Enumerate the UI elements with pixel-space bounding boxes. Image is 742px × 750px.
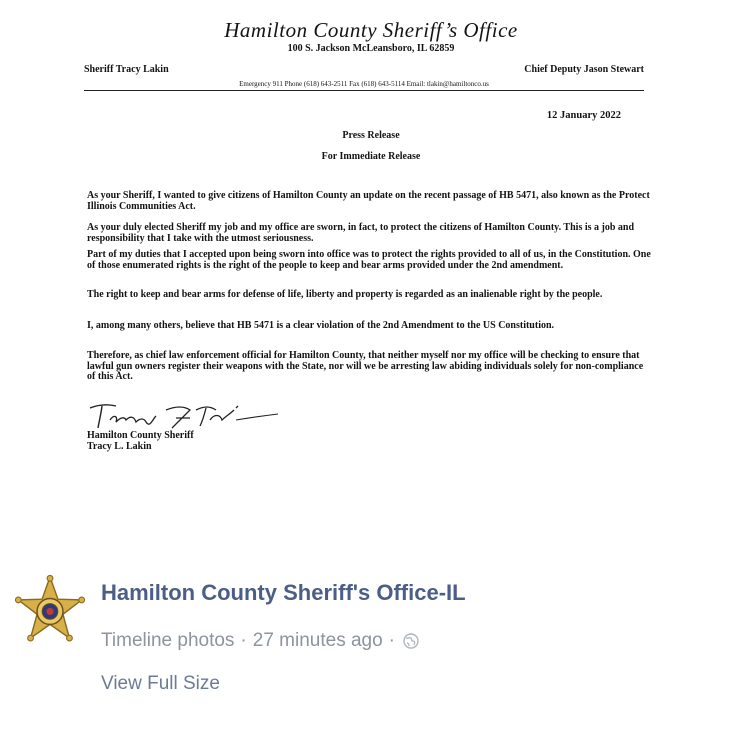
sheriff-star-badge-icon[interactable] (14, 574, 86, 646)
letterhead-contact: Emergency 911 Phone (618) 643-2511 Fax (618) 643-5114 Email: tlakin@hamiltonco.us (84, 80, 644, 91)
letterhead-sheriff: Sheriff Tracy Lakin (84, 64, 169, 75)
letter-paragraph: Therefore, as chief law enforcement official for Hamilton County, that neither myself nor my office will be checking to ensure that lawful gun owners register their weapons with the State, nor will we be arresting law abiding individuals solely for non-compliance of this Act. (87, 350, 644, 382)
letter-paragraph: As your duly elected Sheriff my job and my office are sworn, in fact, to protect the citizens of Hamilton County. This is a job and responsibility that I take with the utmost seriousness. (87, 222, 635, 244)
timestamp-link[interactable]: 27 minutes ago (252, 630, 383, 651)
letterhead-chief-deputy: Chief Deputy Jason Stewart (524, 64, 644, 75)
album-link[interactable]: Timeline photos (101, 630, 235, 651)
letterhead-address: 100 S. Jackson McLeansboro, IL 62859 (287, 43, 455, 54)
letterhead-title: Hamilton County Sheriff’s Office (224, 18, 518, 42)
post-footer (0, 560, 742, 750)
page-name-link[interactable]: Hamilton County Sheriff's Office-IL (101, 580, 466, 605)
view-full-size-link[interactable]: View Full Size (101, 673, 220, 694)
letter-paragraph: As your Sheriff, I wanted to give citizens of Hamilton County an update on the recent passage of HB 5471, also known as the Protect Illinois Communities Act. (87, 190, 650, 212)
post-meta (101, 630, 419, 652)
signature-name: Tracy L. Lakin (87, 441, 152, 452)
letter-heading: Press Release (342, 130, 400, 141)
letter-paragraph: I, among many others, believe that HB 5471 is a clear violation of the 2nd Amendment to the US Constitution. (87, 320, 555, 331)
letter-paragraph: The right to keep and bear arms for defense of life, liberty and property is regarded as an inalienable right by the people. (87, 289, 603, 300)
handwritten-signature (86, 398, 286, 432)
globe-icon[interactable] (403, 633, 419, 649)
letter-date: 12 January 2022 (546, 110, 621, 121)
letter-subheading: For Immediate Release (321, 151, 421, 162)
signature-title: Hamilton County Sheriff (87, 430, 194, 441)
letter-paragraph: Part of my duties that I accepted upon being sworn into office was to protect the rights provided to all of us, in the Constitution. One of those enumerated rights is the right of the people to keep and bear arms provided under the 2nd amendment. (87, 249, 651, 271)
meta-separator: · (240, 630, 247, 651)
meta-separator: · (388, 630, 395, 651)
